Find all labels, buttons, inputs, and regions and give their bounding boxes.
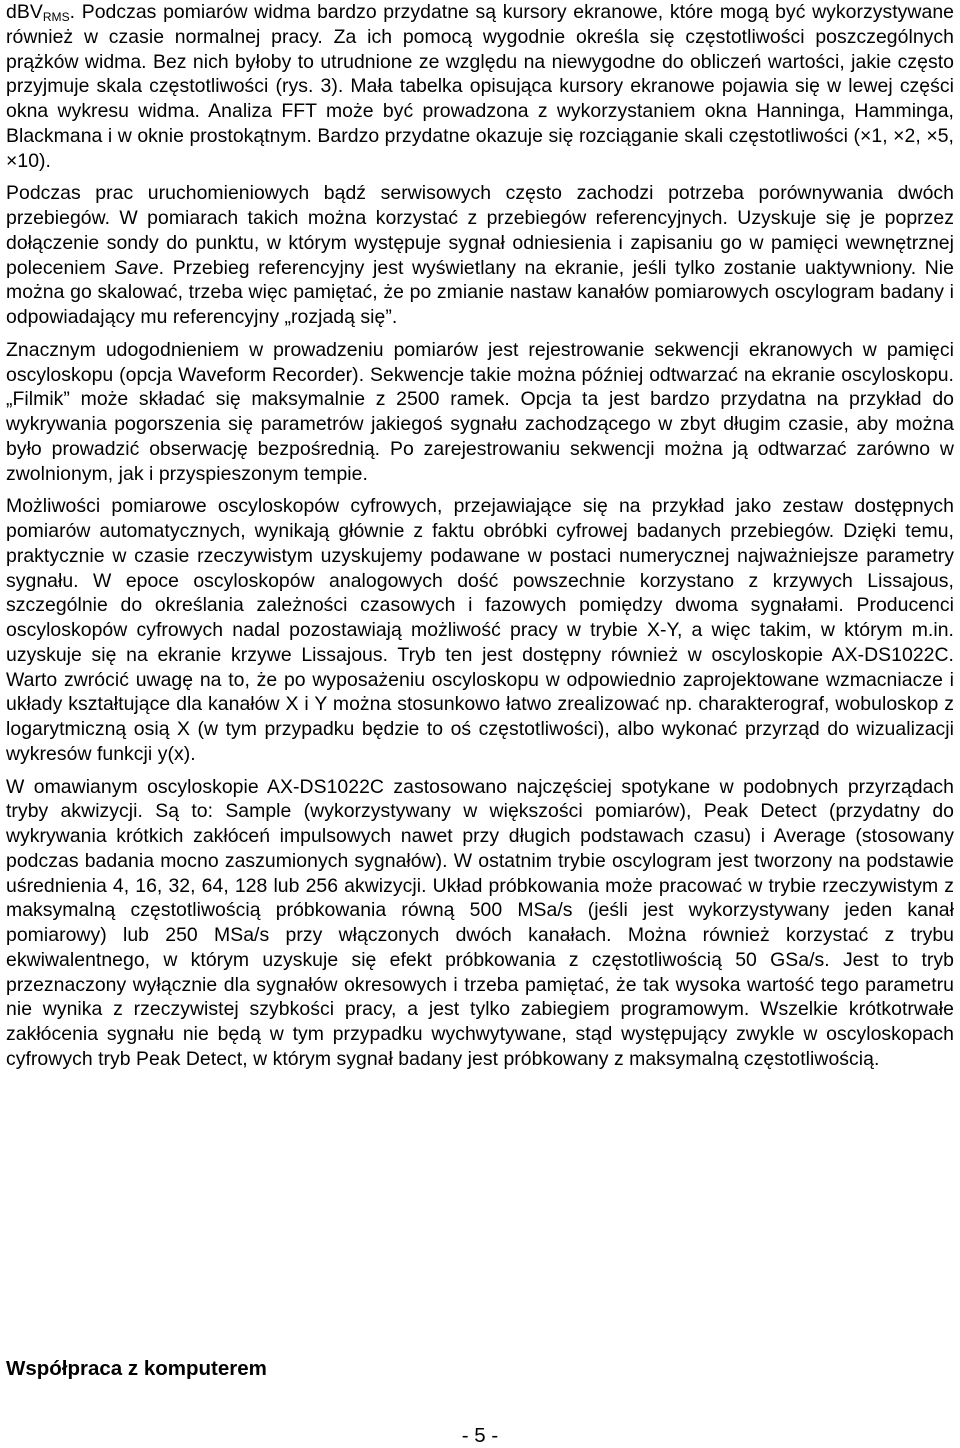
paragraph-reference-waveforms bbox=[6, 181, 954, 330]
unit-dbv: dBV bbox=[6, 1, 43, 23]
paragraph-text: . Przebieg referencyjny jest wyświetlany na ekranie, jeśli tylko zostanie uaktywniony. Nie można go skalować, trzeba więc pamiętać, że po zmianie nastaw kanałów pomiarowych oscylogram badany i odpowiadający mu referencyjny „rozjadą się”. bbox=[6, 256, 955, 328]
save-command-text: Save bbox=[114, 256, 159, 279]
document-body bbox=[6, 0, 954, 1072]
paragraph-text: Podczas prac uruchomieniowych bądź serwisowych często zachodzi potrzeba porównywania dwóch przebiegów. W pomiarach takich można korzystać z przebiegów referencyjnych. Uzyskuje się je poprzez dołączenie sondy do punktu, w którym występuje sygnał odniesienia i zapisaniu go w pamięci wewnętrznej poleceniem bbox=[6, 182, 954, 279]
page-number: - 5 - bbox=[461, 1424, 499, 1447]
paragraph-acquisition-modes: W omawianym oscyloskopie AX-DS1022C zastosowano najczęściej spotykane w podobnych przyrządach tryby akwizycji. Są to: Sample (wykorzystywany w większości pomiarów), Peak Detect (przydatny do wykrywania krótkich zakłóceń impulsowych nawet przy długich podstawach czasu) i Average (stosowany podczas badania mocno zaszumionych sygnałów). W ostatnim trybie oscylogram jest tworzony na podstawie uśrednienia 4, 16, 32, 64, 128 lub 256 akwizycji. Układ próbkowania może pracować w trybie rzeczywistym z maksymalną częstotliwością próbkowania równą 500 MSa/s (jeśli jest wykorzystywany jeden kanał pomiarowy) lub 250 MSa/s przy włączonych dwóch kanałach. Można również korzystać z trybu ekwiwalentnego, w którym uzyskuje się efekt próbkowania z częstotliwością 50 GSa/s. Jest to tryb przeznaczony wyłącznie dla sygnałów okresowych i trzeba pamiętać, że tak wysoka wartość tego parametru nie wynika z rzeczywistej szybkości pracy, a jest tylko zabiegiem programowym. Wszelkie krótkotrwałe zakłócenia sygnału nie będą w tym przypadku wychwytywane, stąd występujący zwykle w oscyloskopach cyfrowych tryb Peak Detect, w którym sygnał badany jest próbkowany z maksymalną częstotliwością. bbox=[6, 775, 954, 1070]
unit-subscript-rms: RMS bbox=[42, 10, 70, 24]
paragraph-text: . Podczas pomiarów widma bardzo przydatne są kursory ekranowe, które mogą być wykorzystywane również w czasie normalnej pracy. Za ich pomocą wygodnie określa się częstotliwości poszczególnych prążków widma. Bez nich byłoby to utrudnione ze względu na niewygodne do obliczeń wartości, jakie często przyjmuje skala częstotliwości (rys. 3). Mała tabelka opisująca kursory ekranowe pojawia się w lewej części okna wykresu widma. Analiza FFT może być prowadzona z wykorzystaniem okna Hanninga, Hamminga, Blackmana i w oknie prostokątnym. Bardzo przydatne okazuje się rozciąganie skali częstotliwości (×1, ×2, ×5, ×10). bbox=[6, 1, 954, 172]
paragraph-measurement-capabilities: Możliwości pomiarowe oscyloskopów cyfrowych, przejawiające się na przykład jako zestaw dostępnych pomiarów automatycznych, wynikają głównie z faktu obróbki cyfrowej badanych przebiegów. Dzięki temu, praktycznie w czasie rzeczywistym uzyskujemy podawane w postaci numerycznej najważniejsze parametry sygnału. W epoce oscyloskopów analogowych dość powszechnie korzystano z krzywych Lissajous, szczególnie do określania zależności czasowych i fazowych pomiędzy dwoma sygnałami. Producenci oscyloskopów cyfrowych nadal pozostawiają możliwość pracy w trybie X-Y, a więc takim, w którym m.in. uzyskuje się na ekranie krzywe Lissajous. Tryb ten jest dostępny również w oscyloskopie AX-DS1022C. Warto zwrócić uwagę na to, że po wyposażeniu oscyloskopu w odpowiednio zaprojektowane wzmacniacze i układy kształtujące dla kanałów X i Y można stosunkowo łatwo zrealizować np. charakterograf, wobuloskop z logarytmiczną osią X (w tym przypadku będzie to oś częstotliwości), albo wykonać przyrząd do wizualizacji wykresów funkcji y(x). bbox=[6, 495, 954, 765]
paragraph-waveform-recorder: Znacznym udogodnieniem w prowadzeniu pomiarów jest rejestrowanie sekwencji ekranowych w pamięci oscyloskopu (opcja Waveform Recorder). Sekwencje takie można później odtwarzać na ekranie oscyloskopu. „Filmik” może składać się maksymalnie z 2500 ramek. Opcja ta jest bardzo przydatna na przykład do wykrywania pogorszenia się parametrów jakiegoś sygnału zachodzącego w zbyt długim czasie, aby można było prowadzić obserwację bezpośrednią. Po zarejestrowaniu sekwencji można ją odtwarzać zarówno w zwolnionym, jak i przyspieszonym tempie. bbox=[6, 338, 954, 485]
paragraph-spectrum-cursors bbox=[6, 0, 954, 173]
section-heading: Współpraca z komputerem bbox=[6, 1357, 267, 1380]
